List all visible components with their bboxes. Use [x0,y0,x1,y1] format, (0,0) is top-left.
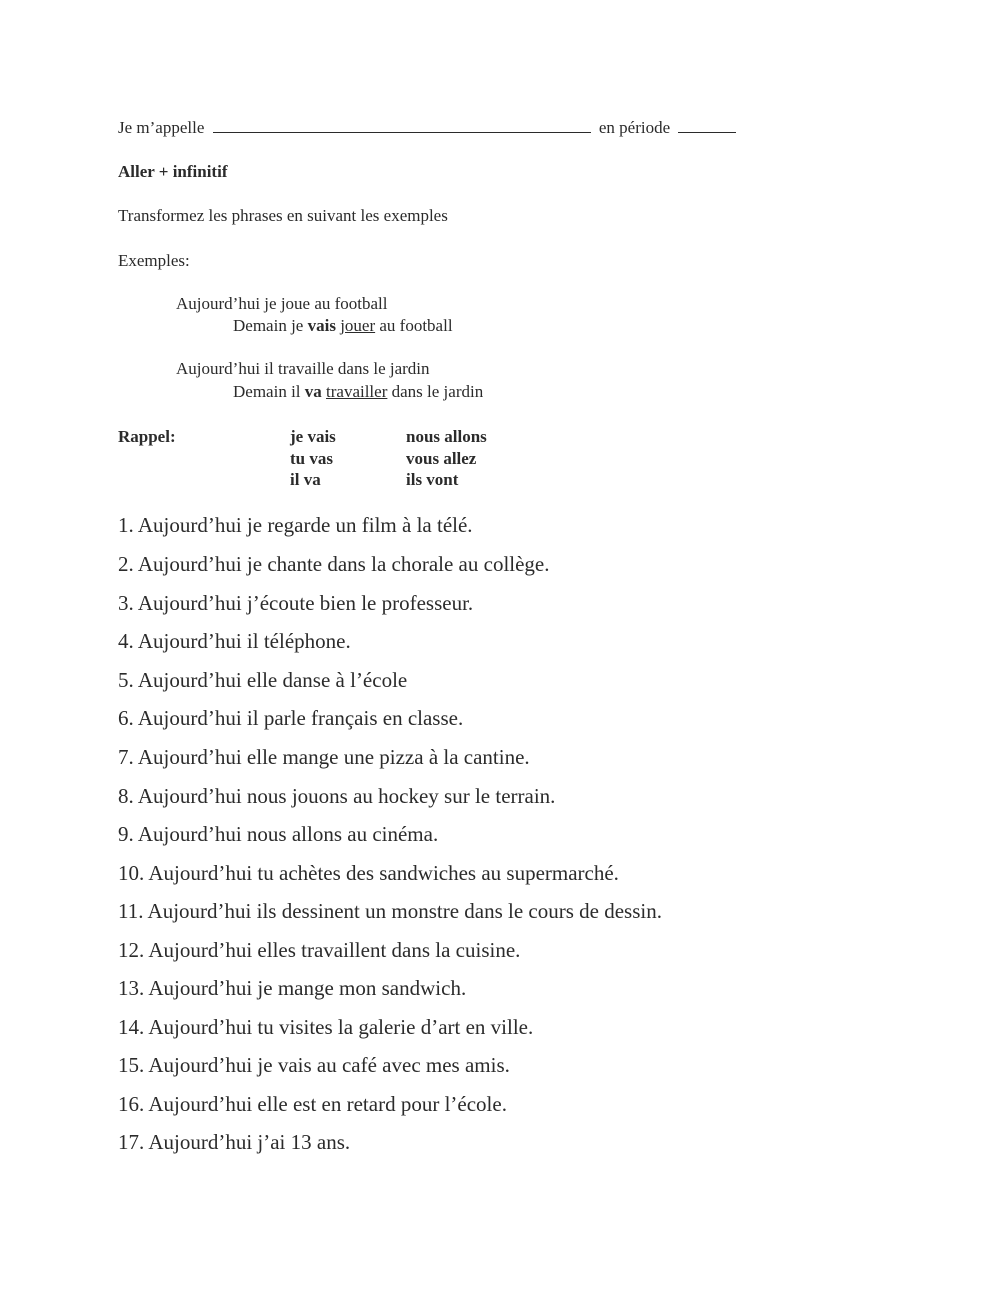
example-today: Aujourd’hui il travaille dans le jardin [176,359,430,378]
conjugation-nous: nous allons [406,427,487,446]
name-label: Je m’appelle [118,118,205,137]
period-blank[interactable] [678,118,736,133]
rappel-plural [406,426,487,491]
exercise-item: 16. Aujourd’hui elle est en retard pour l’école. [118,1092,507,1116]
conjugation-vous: vous allez [406,448,477,468]
exercise-item: 1. Aujourd’hui je regarde un film à la télé. [118,513,473,537]
name-blank[interactable] [213,118,591,133]
name-line [118,117,736,139]
exercise-item: 6. Aujourd’hui il parle français en classe. [118,706,464,730]
example-tomorrow-post: dans le jardin [391,382,484,401]
exercise-item: 7. Aujourd’hui elle mange une pizza à la cantine. [118,745,530,769]
exercise-item: 2. Aujourd’hui je chante dans la chorale au collège. [118,552,550,576]
examples-label: Exemples: [118,251,190,270]
conjugation-tu: tu vas [290,448,333,468]
conjugation-ils: ils vont [406,470,459,489]
exercise-item: 3. Aujourd’hui j’écoute bien le professeur. [118,591,474,615]
example-tomorrow-pre: Demain il [233,382,301,401]
exercise-item: 11. Aujourd’hui ils dessinent un monstre dans le cours de dessin. [118,899,662,923]
exercise-item: 10. Aujourd’hui tu achètes des sandwiches au supermarché. [118,861,619,885]
exercise-item: 12. Aujourd’hui elles travaillent dans la cuisine. [118,938,521,962]
example-tomorrow-verb: vais [307,316,336,335]
example-tomorrow-infinitive: jouer [340,316,376,335]
example-tomorrow-verb: va [304,382,322,401]
conjugation-il: il va [290,470,321,489]
exercise-item: 13. Aujourd’hui je mange mon sandwich. [118,976,467,1000]
rappel-singular [290,426,336,491]
exercise-item: 5. Aujourd’hui elle danse à l’école [118,668,408,692]
conjugation-je: je vais [290,427,336,446]
example-tomorrow-infinitive: travailler [326,382,388,401]
exercise-item: 14. Aujourd’hui tu visites la galerie d’art en ville. [118,1015,534,1039]
instructions: Transformez les phrases en suivant les exemples [118,206,448,225]
exercise-item: 4. Aujourd’hui il téléphone. [118,629,351,653]
rappel-label: Rappel: [118,427,176,446]
example-tomorrow [233,381,483,403]
period-label: en période [598,118,671,137]
example-tomorrow-pre: Demain je [233,316,304,335]
exercise-item: 9. Aujourd’hui nous allons au cinéma. [118,822,439,846]
example-today: Aujourd’hui je joue au football [176,294,388,313]
exercise-item: 8. Aujourd’hui nous jouons au hockey sur le terrain. [118,784,556,808]
example-tomorrow-post: au football [379,316,453,335]
exercise-item: 17. Aujourd’hui j’ai 13 ans. [118,1130,351,1154]
exercise-item: 15. Aujourd’hui je vais au café avec mes amis. [118,1053,510,1077]
page-title: Aller + infinitif [118,162,228,181]
example-tomorrow [233,315,453,337]
